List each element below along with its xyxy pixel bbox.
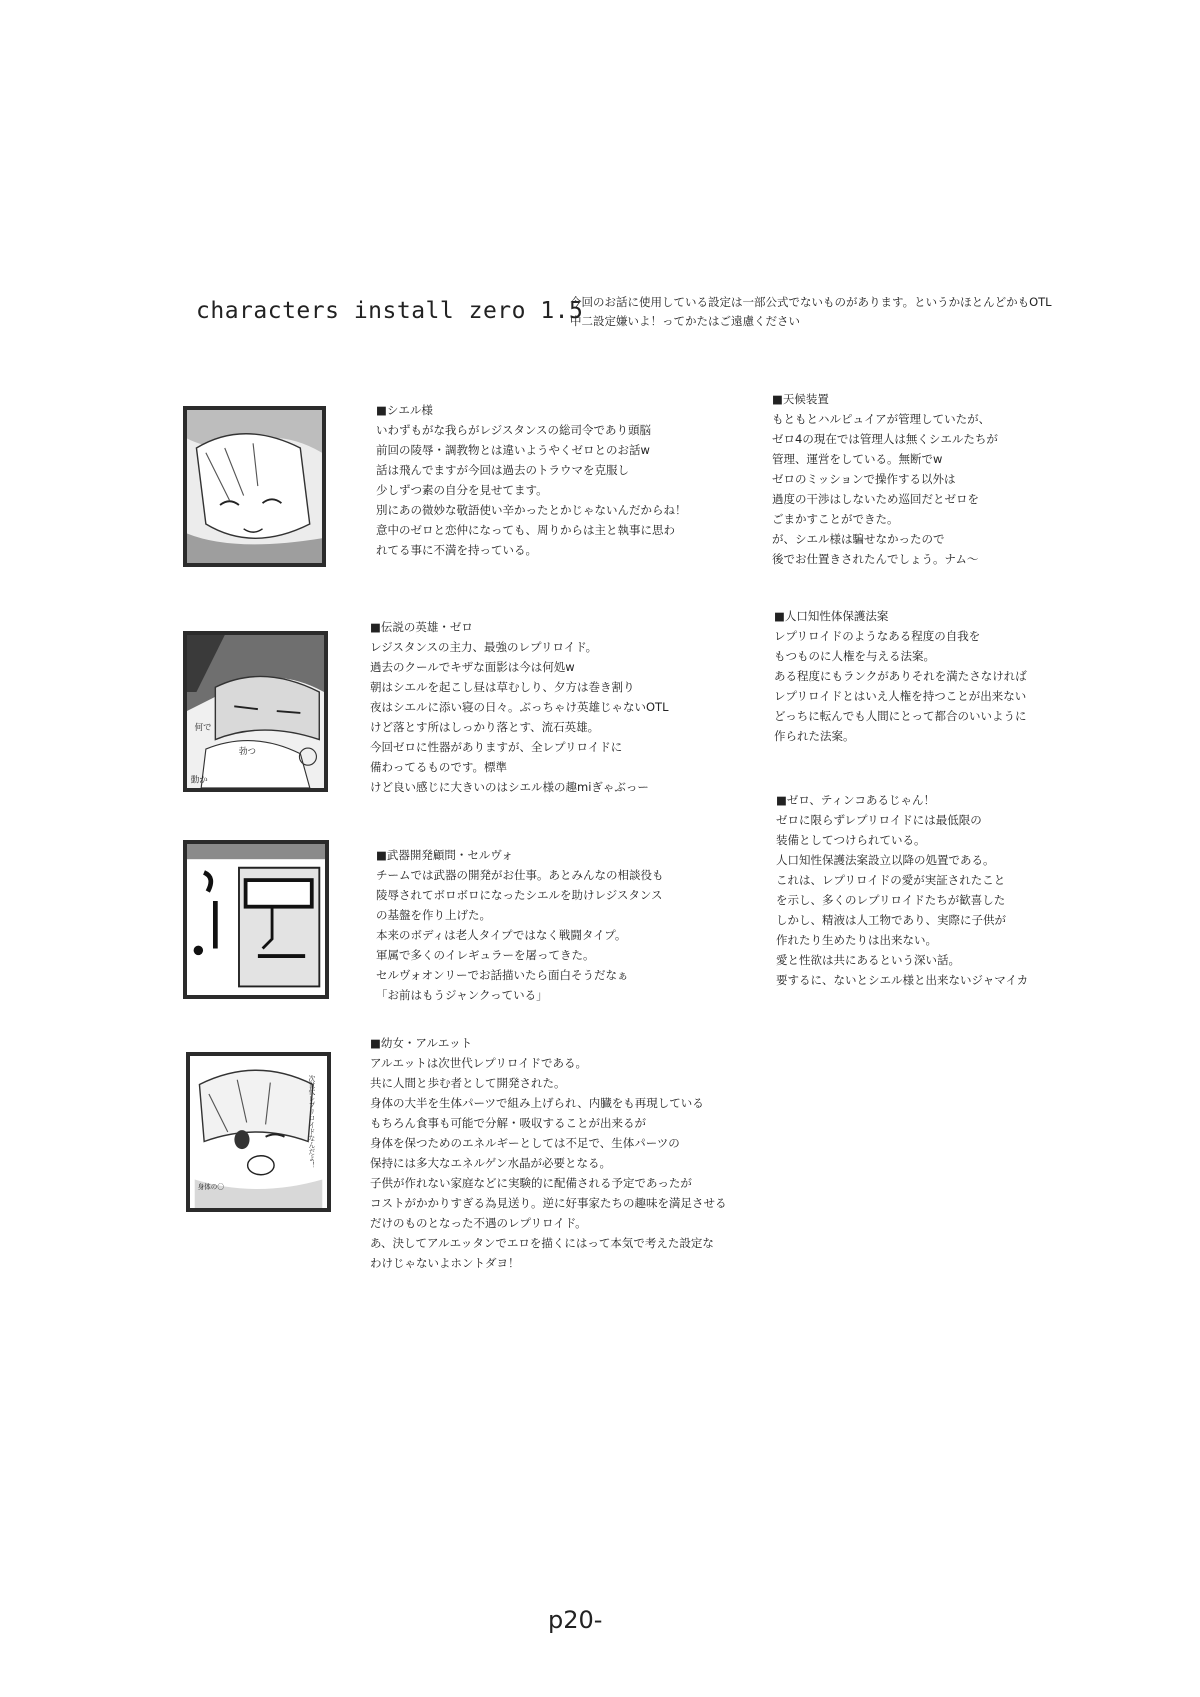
ciel-description <box>376 400 687 560</box>
zero-panel <box>183 631 328 792</box>
text-line: 少しずつ素の自分を見せてます。 <box>376 483 548 497</box>
text-line: 愛と性欲は共にあるという深い話。 <box>776 953 960 967</box>
text-line: 身体を保つためのエネルギーとしては不足で、生体パーツの <box>370 1136 680 1150</box>
section-heading: ■人口知性体保護法案 <box>774 609 889 623</box>
text-line: アルエットは次世代レプリロイドである。 <box>370 1056 588 1070</box>
text-line: 作れたり生めたりは出来ない。 <box>776 933 937 947</box>
text-line: ある程度にもランクがありそれを満たさなければ <box>774 669 1027 683</box>
text-line: 「お前はもうジャンクっている」 <box>376 988 548 1002</box>
text-line: ゼロに限らずレプリロイドには最低限の <box>776 813 982 827</box>
section-heading: ■シエル様 <box>376 403 433 417</box>
page-number: p20- <box>548 1606 603 1634</box>
section-heading: ■ゼロ、ティンコあるじゃん！ <box>776 793 935 807</box>
zero-description <box>370 617 668 797</box>
protection-bill-description <box>774 606 1027 746</box>
section-heading: ■天候装置 <box>772 392 829 406</box>
text-line: ごまかすことができた。 <box>772 512 899 526</box>
text-line: セルヴォオンリーでお話描いたら面白そうだなぁ <box>376 968 629 982</box>
cerveau-panel <box>183 840 329 999</box>
notice <box>570 293 1052 331</box>
text-line: 今回ゼロに性器がありますが、全レプリロイドに <box>370 740 623 754</box>
text-line: 後でお仕置きされたんでしょう。ナム〜 <box>772 552 979 566</box>
text-line: あ、決してアルエッタンでエロを描くにはって本気で考えた設定な <box>370 1236 714 1250</box>
text-line: 軍属で多くのイレギュラーを屠ってきた。 <box>376 948 595 962</box>
text-line: ゼロ4の現在では管理人は無くシエルたちが <box>772 432 998 446</box>
zero-panel-label: 勃つ <box>238 746 256 757</box>
text-line: これは、レプリロイドの愛が実証されたこと <box>776 873 1006 887</box>
text-line: けど良い感じに大きいのはシエル様の趣miぎゃぶっー <box>370 780 649 794</box>
text-line: 本来のボディは老人タイプではなく戦闘タイプ。 <box>376 928 627 942</box>
page-title: characters install zero 1.5 <box>196 298 584 324</box>
cerveau-description <box>376 845 664 1005</box>
alouette-panel <box>186 1052 331 1212</box>
text-line: 話は飛んでますが今回は過去のトラウマを克服し <box>376 463 629 477</box>
alouette-panel-label: 身体の〇 <box>197 1182 224 1192</box>
text-line: どっちに転んでも人間にとって都合のいいように <box>774 709 1027 723</box>
text-line: いわずもがな我らがレジスタンスの総司令であり頭脳 <box>376 423 652 437</box>
ciel-panel <box>183 406 326 567</box>
text-line: 備わってるものです。標準 <box>370 760 507 774</box>
text-line: が、シエル様は騙せなかったので <box>772 532 945 546</box>
text-line: 子供が作れない家庭などに実験的に配備される予定であったが <box>370 1176 692 1190</box>
text-line: レプリロイドとはいえ人権を持つことが出来ない <box>774 689 1027 703</box>
zero-panel-label: 動か <box>190 775 208 786</box>
alouette-panel-label: 次世代レプリロイドなんだよ！ <box>306 1075 315 1169</box>
alouette-description <box>370 1033 727 1273</box>
text-line: 意中のゼロと恋仲になっても、周りからは主と執事に思わ <box>376 523 675 537</box>
text-line: しかし、精液は人工物であり、実際に子供が <box>776 913 1006 927</box>
notice-line: 中二設定嫌いよ！ってかたはご遠慮ください <box>570 314 800 328</box>
text-line: レプリロイドのようなある程度の自我を <box>774 629 981 643</box>
text-line: 別にあの微妙な敬語使い辛かったとかじゃないんだからね！ <box>376 503 687 517</box>
text-line: チームでは武器の開発がお仕事。あとみんなの相談役も <box>376 868 664 882</box>
text-line: 作られた法案。 <box>774 729 855 743</box>
text-line: レジスタンスの主力、最強のレプリロイド。 <box>370 640 598 654</box>
text-line: 装備としてつけられている。 <box>776 833 926 847</box>
alouette-illustration <box>190 1056 327 1208</box>
text-line: 朝はシエルを起こし昼は草むしり、夕方は巻き割り <box>370 680 635 694</box>
ciel-illustration <box>187 410 322 563</box>
text-line: だけのものとなった不遇のレプリロイド。 <box>370 1216 587 1230</box>
section-heading: ■幼女・アルエット <box>370 1036 473 1050</box>
text-line: 過去のクールでキザな面影は今は何処w <box>370 660 575 674</box>
text-line: れてる事に不満を持っている。 <box>376 543 537 557</box>
notice-line: 今回のお話に使用している設定は一部公式でないものがあります。というかほとんどかもOTL <box>570 295 1052 309</box>
text-line: もともとハルピュイアが管理していたが、 <box>772 412 991 426</box>
text-line: コストがかかりすぎる為見送り。逆に好事家たちの趣味を満足させる <box>370 1196 727 1210</box>
text-line: 前回の陵辱・調教物とは違いようやくゼロとのお話w <box>376 443 650 457</box>
text-line: 共に人間と歩む者として開発された。 <box>370 1076 566 1090</box>
weather-device-description <box>772 389 998 569</box>
section-heading: ■伝説の英雄・ゼロ <box>370 620 473 634</box>
text-line: 管理、運営をしている。無断でw <box>772 452 943 466</box>
text-line: 人口知性保護法案設立以降の処置である。 <box>776 853 995 867</box>
text-line: 陵辱されてボロボロになったシエルを助けレジスタンス <box>376 888 663 902</box>
zero-panel-label: 何で <box>194 723 212 734</box>
zero-equipment-description <box>776 790 1028 990</box>
zero-illustration <box>187 635 324 788</box>
text-line: ゼロのミッションで操作する以外は <box>772 472 956 486</box>
text-line: もつものに人権を与える法案。 <box>774 649 935 663</box>
text-line: 夜はシエルに添い寝の日々。ぶっちゃけ英雄じゃないOTL <box>370 700 669 714</box>
text-line: けど落とす所はしっかり落とす、流石英雄。 <box>370 720 600 734</box>
cerveau-illustration <box>187 844 325 995</box>
text-line: もちろん食事も可能で分解・吸収することが出来るが <box>370 1116 646 1130</box>
text-line: 過度の干渉はしないため巡回だとゼロを <box>772 492 979 506</box>
text-line: 身体の大半を生体パーツで組み上げられ、内臓をも再現している <box>370 1096 704 1110</box>
text-line: 要するに、ないとシエル様と出来ないジャマイカ <box>776 973 1029 987</box>
section-heading: ■武器開発顧問・セルヴォ <box>376 848 513 862</box>
text-line: を示し、多くのレプリロイドたちが歓喜した <box>776 893 1006 907</box>
text-line: わけじゃないよホントダヨ！ <box>370 1256 520 1270</box>
text-line: 保持には多大なエネルゲン水晶が必要となる。 <box>370 1156 612 1170</box>
text-line: の基盤を作り上げた。 <box>376 908 491 922</box>
